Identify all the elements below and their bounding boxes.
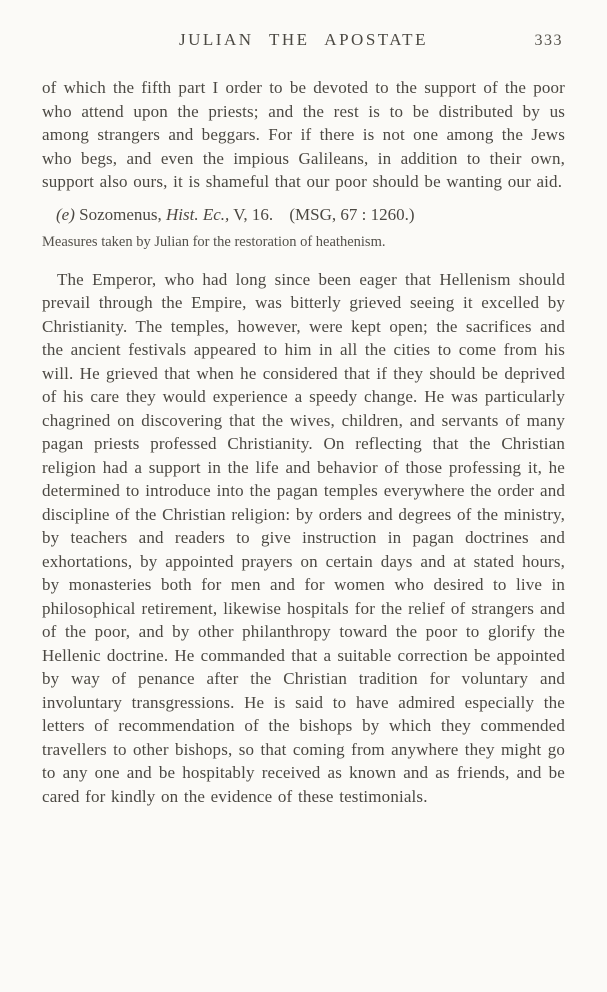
citation-work-title: Hist. Ec., bbox=[166, 204, 230, 224]
citation-reference: V, 16. bbox=[233, 204, 274, 224]
page-header bbox=[42, 30, 565, 54]
section-summary: Measures taken by Julian for the restoration of heathenism. bbox=[42, 233, 386, 250]
page-body bbox=[42, 76, 565, 808]
citation-line bbox=[42, 203, 565, 226]
page-number: 333 bbox=[534, 32, 563, 49]
citation-label: (e) bbox=[56, 204, 75, 224]
paragraph-continuation: of which the fifth part I order to be devoted to the support of the poor who attend upon the priests; and the rest is to be distributed by us among strangers and beggars. For if there is not one among the Jews who begs, and even the impious Galileans, in addition to their own, support also ours, it is shameful that our poor should be wanting our aid. bbox=[42, 78, 565, 191]
citation-author: Sozomenus, bbox=[79, 204, 162, 224]
running-title: JULIAN THE APOSTATE bbox=[179, 30, 428, 49]
citation-source: (MSG, 67 : 1260.) bbox=[289, 204, 415, 224]
paragraph-main: The Emperor, who had long since been eager that Hellenism should prevail through the Empire, was bitterly grieved seeing it excelled by Christianity. The temples, however, were kept open; the sacrifices and the ancient festivals appeared to him in all the cities to come from his will. He grieved that when he considered that if they should be deprived of his care they would experience a speedy change. He was particularly chagrined on discovering that the wives, children, and servants of many pagan priests professed Christianity. On reflecting that the Christian religion had a support in the life and behavior of those professing it, he determined to introduce into the pagan temples everywhere the order and discipline of the Christian religion: by orders and degrees of the ministry, by teachers and readers to give instruction in pagan doctrines and exhortations, by appointed prayers on certain days and at stated hours, by monasteries both for men and for women who desired to live in philosophical retirement, likewise hospitals for the relief of strangers and of the poor, and by other philanthropy toward the poor to glorify the Hellenic doctrine. He commanded that a suitable correction be appointed by way of penance after the Christian tradition for voluntary and involuntary transgressions. He is said to have admired especially the letters of recommendation of the bishops by which they commended travellers to other bishops, so that coming from anywhere they might go to any one and be hospitably received as known and as friends, and be cared for kindly on the evidence of these testimonials. bbox=[42, 269, 565, 806]
